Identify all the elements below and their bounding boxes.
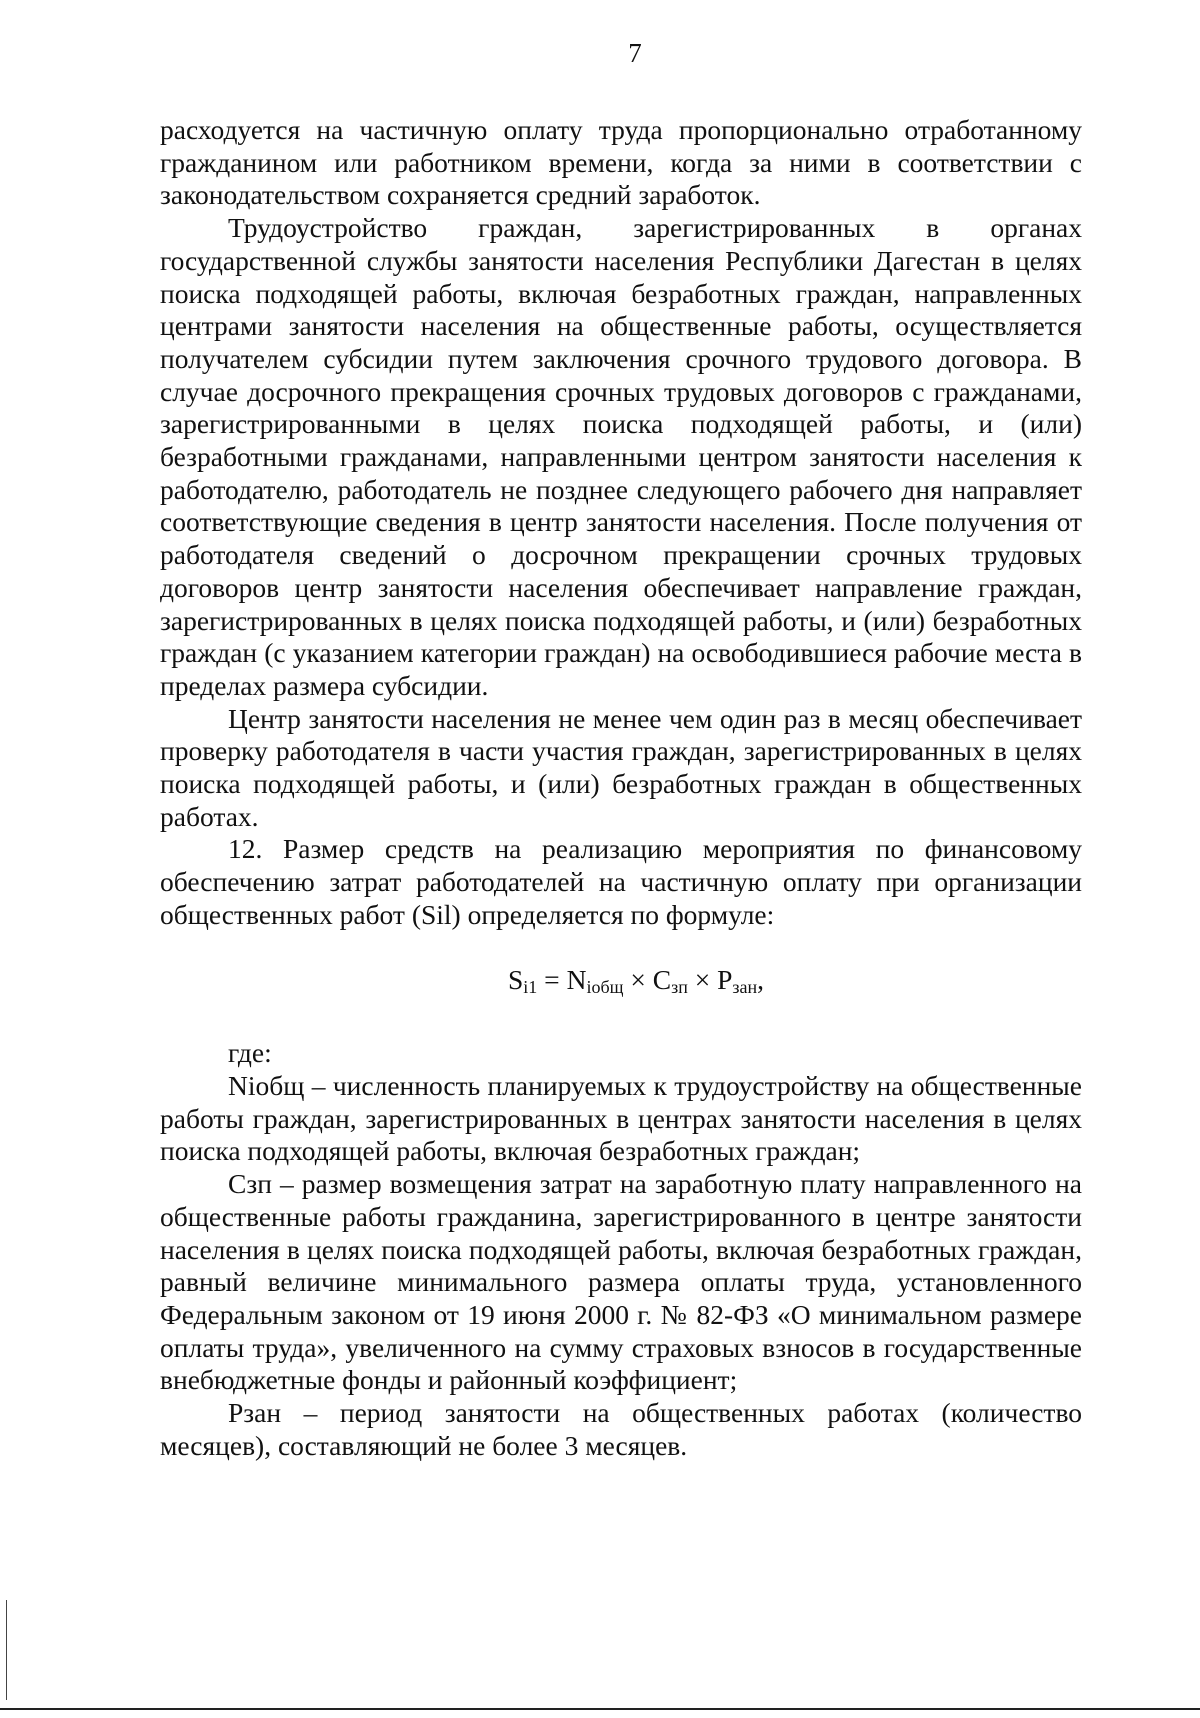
formula-equals: = (537, 963, 567, 995)
formula-times-1: × (623, 963, 653, 995)
paragraph-continuation: расходуется на частичную оплату труда пропорционально отработанному гражданином или работником времени, когда за ними в соответствии с законодательством сохраняется средний заработок. (160, 114, 1082, 211)
formula-s: S (507, 963, 524, 995)
scan-bottom-edge (0, 1708, 1200, 1710)
formula (160, 964, 1082, 1000)
formula-c-sub: зп (671, 976, 688, 997)
page-number: 7 (628, 38, 642, 68)
definition-czp: Сзп – размер возмещения затрат на заработную плату направленного на общественные работы гражданина, зарегистрированного в центре занятости населения в целях поиска подходящей работы, включая безработных граждан, равный величине минимального размера оплаты труда, установленного Федеральным законом от 19 июня 2000 г. № 82-ФЗ «О минимальном размере оплаты труда», увеличенного на сумму страховых взносов в государственные внебюджетные фонды и районный коэффициент; (160, 1168, 1082, 1396)
paragraph-inspection: Центр занятости населения не менее чем один раз в месяц обеспечивает проверку работодателя в части участия граждан, зарегистрированных в целях поиска подходящей работы, и (или) безработных граждан в общественных работах. (160, 702, 1082, 832)
formula-p: P (717, 963, 733, 995)
document-body (160, 114, 1082, 1462)
formula-comma: , (757, 963, 764, 995)
formula-n: N (566, 963, 587, 995)
paragraph-employment: Трудоустройство граждан, зарегистрированных в органах государственной службы занятости населения Республики Дагестан в целях поиска подходящей работы, включая безработных граждан, направленных центрами занятости населения на общественные работы, осуществляется получателем субсидии путем заключения срочного трудового договора. В случае досрочного прекращения срочных трудовых договоров с гражданами, зарегистрированными в целях поиска подходящей работы, и (или) безработными гражданами, направленными центром занятости населения к работодателю, работодатель не позднее следующего рабочего дня направляет соответствующие сведения в центр занятости населения. После получения от работодателя сведений о досрочном прекращении срочных трудовых договоров центр занятости населения обеспечивает направление граждан, зарегистрированных в целях поиска подходящей работы, и (или) безработных граждан (с указанием категории граждан) на освободившиеся рабочие места в пределах размера субсидии. (160, 212, 1082, 701)
paragraph-item-12: 12. Размер средств на реализацию мероприятия по финансовому обеспечению затрат работодателей на частичную оплату при организации общественных работ (Sil) определяется по формуле: (160, 833, 1082, 930)
definition-pzan: Рзан – период занятости на общественных работах (количество месяцев), составляющий не более 3 месяцев. (160, 1397, 1082, 1461)
formula-p-sub: зан (732, 976, 758, 997)
formula-times-2: × (687, 963, 718, 995)
formula-s-sub: i1 (523, 976, 538, 997)
definition-niobsch: Niобщ – численность планируемых к трудоустройству на общественные работы граждан, зарегистрированных в центрах занятости населения в целях поиска подходящей работы, включая безработных граждан; (160, 1069, 1082, 1167)
formula-c: C (652, 963, 672, 995)
where-label: где: (228, 1037, 272, 1069)
formula-n-sub: iобщ (586, 976, 624, 997)
scan-edge-mark (6, 1600, 7, 1700)
